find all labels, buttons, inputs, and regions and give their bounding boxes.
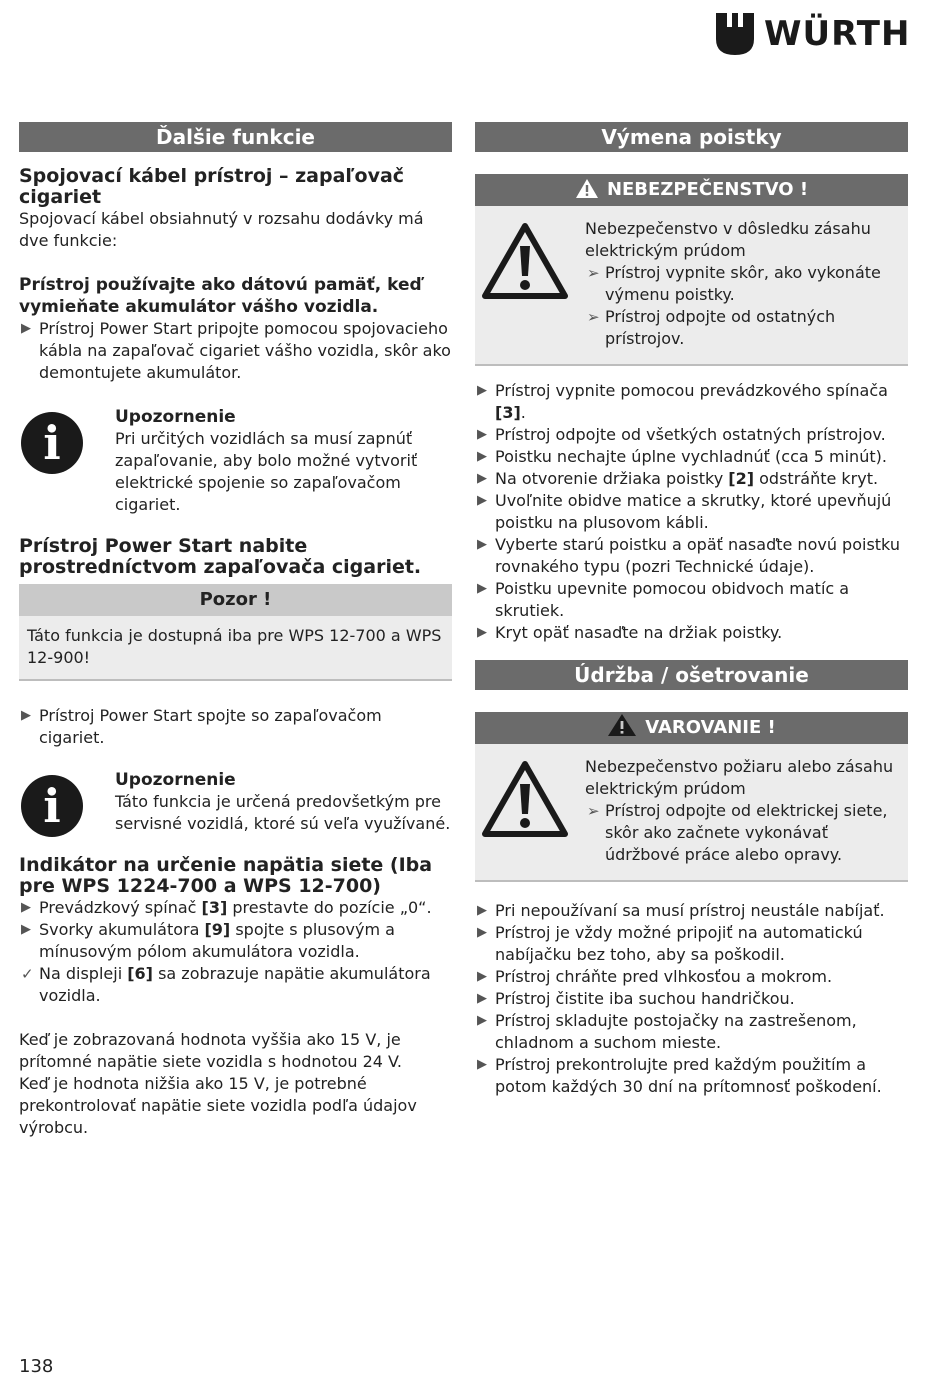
voltage-para-2: Keď je hodnota nižšia ako 15 V, je potrebné prekontrolovať napätie siete vozidla podľa údajov výrobcu. — [19, 1074, 417, 1137]
arrow-icon: ▶ — [477, 493, 487, 508]
info-icon: i — [21, 412, 83, 474]
chevron-right-icon: ➢ — [587, 802, 600, 820]
right-column — [475, 122, 908, 1098]
list-item: ▶ Kryt opäť nasaďte na držiak poistky. — [477, 623, 783, 642]
list-item: ▶ Prístroj skladujte postojačky na zastrešenom, chladnom a suchom mieste. — [477, 1011, 857, 1052]
caution-box — [19, 584, 452, 681]
list-item: ▶ Uvoľnite obidve matice a skrutky, ktoré upevňujú poistku na plusovom kábli. — [477, 491, 892, 532]
wurth-logo — [716, 12, 912, 56]
arrow-icon: ▶ — [21, 321, 31, 336]
list-item: ➢ Prístroj odpojte od ostatných prístrojov. — [587, 307, 836, 348]
note-text: Pri určitých vozidlách sa musí zapnúť zapaľovanie, aby bolo možné vytvoriť elektrické spojenie so zapaľovačom cigariet. — [115, 429, 418, 514]
list-item: ▶ Poistku upevnite pomocou obidvoch matíc a skrutiek. — [477, 579, 850, 620]
arrow-icon: ▶ — [21, 900, 31, 915]
list-item: ▶ Prístroj prekontrolujte pred každým použitím a potom každých 30 dní na prítomnosť poškodení. — [477, 1055, 882, 1096]
maintenance-steps — [475, 900, 908, 1098]
voltage-para-1: Keď je zobrazovaná hodnota vyššia ako 15 V, je prítomné napätie siete vozidla s hodnotou 24 V. — [19, 1030, 403, 1071]
danger-box — [475, 174, 908, 366]
list-item: ▶ Prístroj odpojte od všetkých ostatných prístrojov. — [477, 425, 886, 444]
list-item: ▶ Prístroj Power Start pripojte pomocou spojovacieho kábla na zapaľovač cigariet vášho vozidla, skôr ako demontujete akumulátor. — [21, 319, 451, 382]
danger-items — [585, 262, 898, 350]
voltage-steps — [19, 897, 452, 1007]
arrow-icon: ▶ — [477, 1057, 487, 1072]
chevron-right-icon: ➢ — [587, 264, 600, 282]
list-item: ▶ Prevádzkový spínač [3] prestavte do pozície „0“. — [21, 898, 432, 917]
section-title-connecting-cable: Spojovací kábel prístroj – zapaľovač cigariet — [19, 165, 405, 208]
arrow-icon: ▶ — [477, 383, 487, 398]
section-title-voltage-indicator: Indikátor na určenie napätia siete (Iba pre WPS 1224-700 a WPS 12-700) — [19, 854, 433, 897]
list-item: ▶ Svorky akumulátora [9] spojte s plusovým a mínusovým pólom akumulátora vozidla. — [21, 920, 395, 961]
warning-header: VAROVANIE ! — [475, 712, 908, 744]
warning-small-icon — [607, 713, 637, 737]
chevron-right-icon: ➢ — [587, 308, 600, 326]
warning-triangle-icon — [481, 222, 569, 300]
list-item: ▶ Vyberte starú poistku a opäť nasaďte novú poistku rovnakého typu (pozri Technické údaje). — [477, 535, 900, 576]
warning-box — [475, 712, 908, 882]
list-item: ✓ Na displeji [6] sa zobrazuje napätie akumulátora vozidla. — [21, 964, 431, 1005]
arrow-icon: ▶ — [477, 581, 487, 596]
cable-intro: Spojovací kábel obsiahnutý v rozsahu dodávky má dve funkcie: — [19, 209, 424, 250]
data-memory-subtitle: Prístroj používajte ako dátovú pamäť, keď vymieňate akumulátor vášho vozidla. — [19, 275, 422, 317]
arrow-icon: ▶ — [477, 471, 487, 486]
arrow-icon: ▶ — [477, 427, 487, 442]
list-item: ▶ Poistku nechajte úplne vychladnúť (cca 5 minút). — [477, 447, 887, 466]
section-header-additional-functions: Ďalšie funkcie — [19, 122, 452, 152]
danger-header: NEBEZPEČENSTVO ! — [475, 174, 908, 206]
arrow-icon: ▶ — [477, 925, 487, 940]
arrow-icon: ▶ — [477, 537, 487, 552]
arrow-icon: ▶ — [477, 903, 487, 918]
list-item: ▶ Prístroj čistite iba suchou handričkou. — [477, 989, 795, 1008]
arrow-icon: ▶ — [477, 625, 487, 640]
caution-header: Pozor ! — [19, 584, 452, 616]
arrow-icon: ▶ — [21, 708, 31, 723]
warning-text: Nebezpečenstvo požiaru alebo zásahu elektrickým prúdom — [585, 757, 894, 798]
section-title-charge-via-lighter: Prístroj Power Start nabite prostredníctvom zapaľovača cigariet. — [19, 535, 422, 578]
danger-text: Nebezpečenstvo v dôsledku zásahu elektrickým prúdom — [585, 219, 871, 260]
section-header-maintenance: Údržba / ošetrovanie — [475, 660, 908, 690]
list-item: ➢ Prístroj odpojte od elektrickej siete, skôr ako začnete vykonávať údržbové práce alebo opravy. — [587, 801, 888, 864]
charge-steps — [19, 705, 452, 749]
arrow-icon: ▶ — [477, 969, 487, 984]
page-number: 138 — [19, 1356, 54, 1377]
warning-small-icon — [575, 178, 599, 199]
arrow-icon: ▶ — [477, 1013, 487, 1028]
info-icon: i — [21, 775, 83, 837]
warning-triangle-icon — [481, 760, 569, 838]
left-column — [19, 122, 452, 1139]
wurth-logo-mark — [716, 13, 754, 55]
list-item: ▶ Prístroj vypnite pomocou prevádzkového spínača [3]. — [477, 381, 888, 422]
fuse-steps — [475, 380, 908, 644]
brand-name: WÜRTH — [764, 14, 911, 54]
note-text: Táto funkcia je určená predovšetkým pre servisné vozidlá, ktoré sú veľa využívané. — [115, 792, 451, 833]
list-item: ▶ Prístroj chráňte pred vlhkosťou a mokrom. — [477, 967, 833, 986]
note-title: Upozornenie — [115, 770, 236, 790]
note-title: Upozornenie — [115, 407, 236, 427]
list-item: ➢ Prístroj vypnite skôr, ako vykonáte výmenu poistky. — [587, 263, 881, 304]
list-item: ▶ Prístroj je vždy možné pripojiť na automatickú nabíjačku bez toho, aby sa poškodil. — [477, 923, 863, 964]
section-header-fuse-replacement: Výmena poistky — [475, 122, 908, 152]
note-box-service — [19, 769, 452, 835]
list-item: ▶ Prístroj Power Start spojte so zapaľovačom cigariet. — [21, 706, 382, 747]
check-icon: ✓ — [21, 965, 34, 983]
caution-text: Táto funkcia je dostupná iba pre WPS 12-700 a WPS 12-900! — [27, 626, 442, 667]
warning-items — [585, 800, 898, 866]
list-item: ▶ Na otvorenie držiaka poistky [2] odstráňte kryt. — [477, 469, 879, 488]
arrow-icon: ▶ — [477, 449, 487, 464]
list-item: ▶ Pri nepoužívaní sa musí prístroj neustále nabíjať. — [477, 901, 885, 920]
note-box-ignition — [19, 406, 452, 516]
arrow-icon: ▶ — [21, 922, 31, 937]
arrow-icon: ▶ — [477, 991, 487, 1006]
data-memory-steps — [19, 318, 452, 384]
